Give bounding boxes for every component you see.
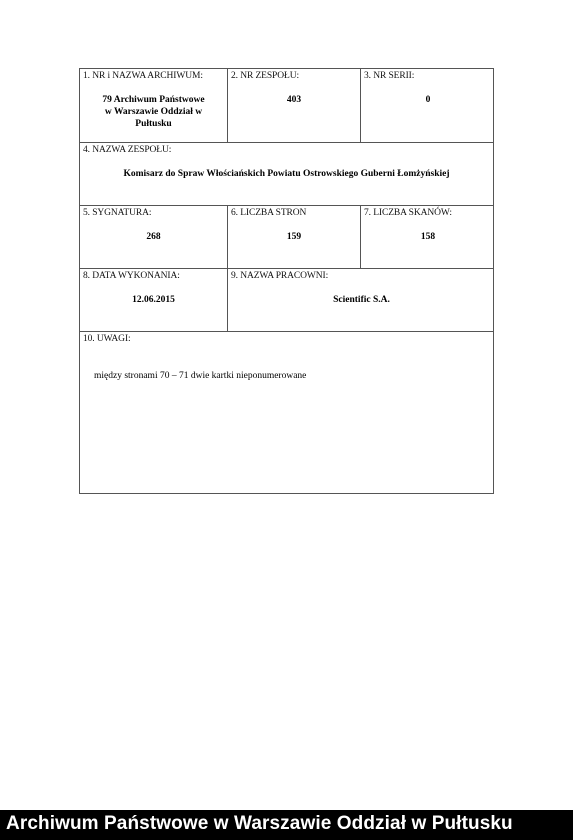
fonds-name-value: Komisarz do Spraw Włościańskich Powiatu Ostrowskiego Guberni Łomżyńskiej: [123, 169, 450, 179]
form-row-counts: [80, 206, 493, 269]
fonds-no-value: 403: [286, 95, 302, 105]
cell-lab: [228, 269, 495, 331]
archive-name-line3: Pułtusku: [135, 119, 172, 129]
scans-value: 158: [420, 232, 436, 242]
series-no-label: 3. NR SERII:: [364, 71, 415, 81]
series-no-value: 0: [425, 95, 431, 105]
footer-text: Archiwum Państwowe w Warszawie Oddział w Pułtusku: [6, 813, 513, 834]
signature-value: 268: [146, 232, 161, 242]
remarks-value: między stronami 70 – 71 dwie kartki nieponumerowane: [94, 371, 307, 381]
cell-remarks: [80, 332, 493, 493]
archive-name-line2: w Warszawie Oddział w: [104, 107, 203, 117]
lab-label: 9. NAZWA PRACOWNI:: [231, 271, 329, 281]
cell-pages: [228, 206, 361, 268]
cell-fonds-no: [228, 69, 361, 142]
cell-archive-name: [80, 69, 228, 142]
cell-fonds-name: [80, 143, 493, 205]
remarks-label: 10. UWAGI:: [83, 334, 131, 344]
archive-no-label: 1. NR i NAZWA ARCHIWUM:: [83, 71, 203, 81]
fonds-name-label: 4. NAZWA ZESPOŁU:: [83, 145, 172, 155]
form-row-date-lab: [80, 269, 493, 332]
cell-series-no: [361, 69, 495, 142]
date-label: 8. DATA WYKONANIA:: [83, 271, 180, 281]
pages-label: 6. LICZBA STRON: [231, 208, 307, 218]
signature-label: 5. SYGNATURA:: [83, 208, 152, 218]
scans-label: 7. LICZBA SKANÓW:: [364, 208, 452, 218]
date-value: 12.06.2015: [132, 295, 175, 305]
archive-name-line1: 79 Archiwum Państwowe: [102, 95, 205, 105]
lab-value: Scientific S.A.: [333, 295, 390, 305]
form-row-fonds-name: [80, 143, 493, 206]
cell-signature: [80, 206, 228, 268]
cell-scans: [361, 206, 495, 268]
pages-value: 159: [286, 232, 302, 242]
cell-date: [80, 269, 228, 331]
metadata-form: [79, 68, 494, 494]
footer-banner: [0, 810, 573, 840]
fonds-no-label: 2. NR ZESPOŁU:: [231, 71, 300, 81]
form-row-remarks: [80, 332, 493, 493]
form-row-archive: [80, 69, 493, 143]
